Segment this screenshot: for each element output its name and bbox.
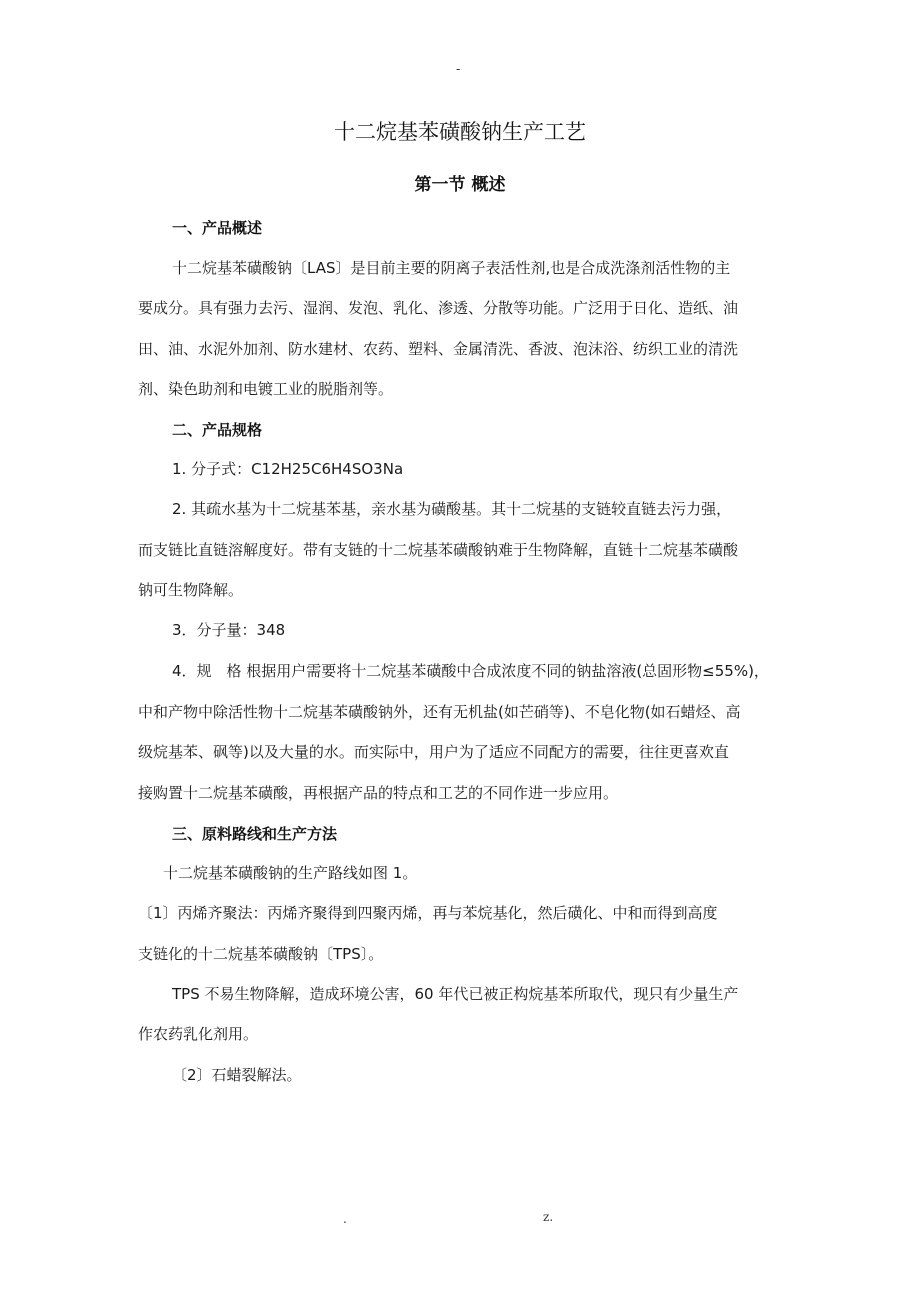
overview-line-1: 十二烷基苯磺酸钠〔LAS〕是目前主要的阴离子表活性剂,也是合成洗涤剂活性物的主 xyxy=(172,259,731,277)
header-mark: - xyxy=(456,62,461,76)
footer-left-mark: . xyxy=(343,1212,347,1226)
spec-item2-line-3: 钠可生物降解。 xyxy=(138,581,244,599)
spec-item4-line-1: 4．规 格 根据用户需要将十二烷基苯磺酸中合成浓度不同的钠盐溶液(总固形物≤55%)， xyxy=(172,662,769,680)
method2: 〔2〕石蜡裂解法。 xyxy=(172,1066,302,1084)
spec-item4-line-2: 中和产物中除活性物十二烷基苯磺酸钠外，还有无机盐(如芒硝等)、不皂化物(如石蜡烃、高 xyxy=(138,703,741,721)
method1-line-2: 支链化的十二烷基苯磺酸钠〔TPS〕。 xyxy=(138,945,384,963)
method1-line-1: 〔1〕丙烯齐聚法：丙烯齐聚得到四聚丙烯，再与苯烷基化，然后磺化、中和而得到高度 xyxy=(138,904,718,922)
spec-molecular-weight: 3．分子量：348 xyxy=(172,621,286,639)
spec-item2-line-1: 2. 其疏水基为十二烷基苯基，亲水基为磺酸基。其十二烷基的支链较直链去污力强， xyxy=(172,500,732,518)
route-intro: 十二烷基苯磺酸钠的生产路线如图 1。 xyxy=(163,864,418,882)
heading-raw-material-route: 三、原料路线和生产方法 xyxy=(172,825,338,843)
overview-line-4: 剂、染色助剂和电镀工业的脱脂剂等。 xyxy=(138,380,394,398)
spec-item2-line-2: 而支链比直链溶解度好。带有支链的十二烷基苯磺酸钠难于生物降解，直链十二烷基苯磺酸 xyxy=(138,541,739,559)
tps-line-2: 作农药乳化剂用。 xyxy=(138,1025,259,1043)
spec-formula: 1. 分子式：C12H25C6H4SO3Na xyxy=(172,460,404,478)
tps-line-1: TPS 不易生物降解，造成环境公害，60 年代已被正构烷基苯所取代，现只有少量生产 xyxy=(172,985,739,1003)
section-title: 第一节 概述 xyxy=(414,175,506,195)
overview-line-2: 要成分。具有强力去污、湿润、发泡、乳化、渗透、分散等功能。广泛用于日化、造纸、油 xyxy=(138,299,739,317)
document-title: 十二烷基苯磺酸钠生产工艺 xyxy=(334,120,586,144)
footer-right-mark: z. xyxy=(543,1210,554,1224)
spec-item4-line-3: 级烷基苯、砜等)以及大量的水。而实际中，用户为了适应不同配方的需要，往往更喜欢直 xyxy=(138,743,729,761)
spec-item4-line-4: 接购置十二烷基苯磺酸，再根据产品的特点和工艺的不同作进一步应用。 xyxy=(138,784,619,802)
heading-product-overview: 一、产品概述 xyxy=(172,219,263,237)
overview-line-3: 田、油、水泥外加剂、防水建材、农药、塑料、金属清洗、香波、泡沫浴、纺织工业的清洗 xyxy=(138,340,739,358)
heading-product-spec: 二、产品规格 xyxy=(172,421,263,439)
